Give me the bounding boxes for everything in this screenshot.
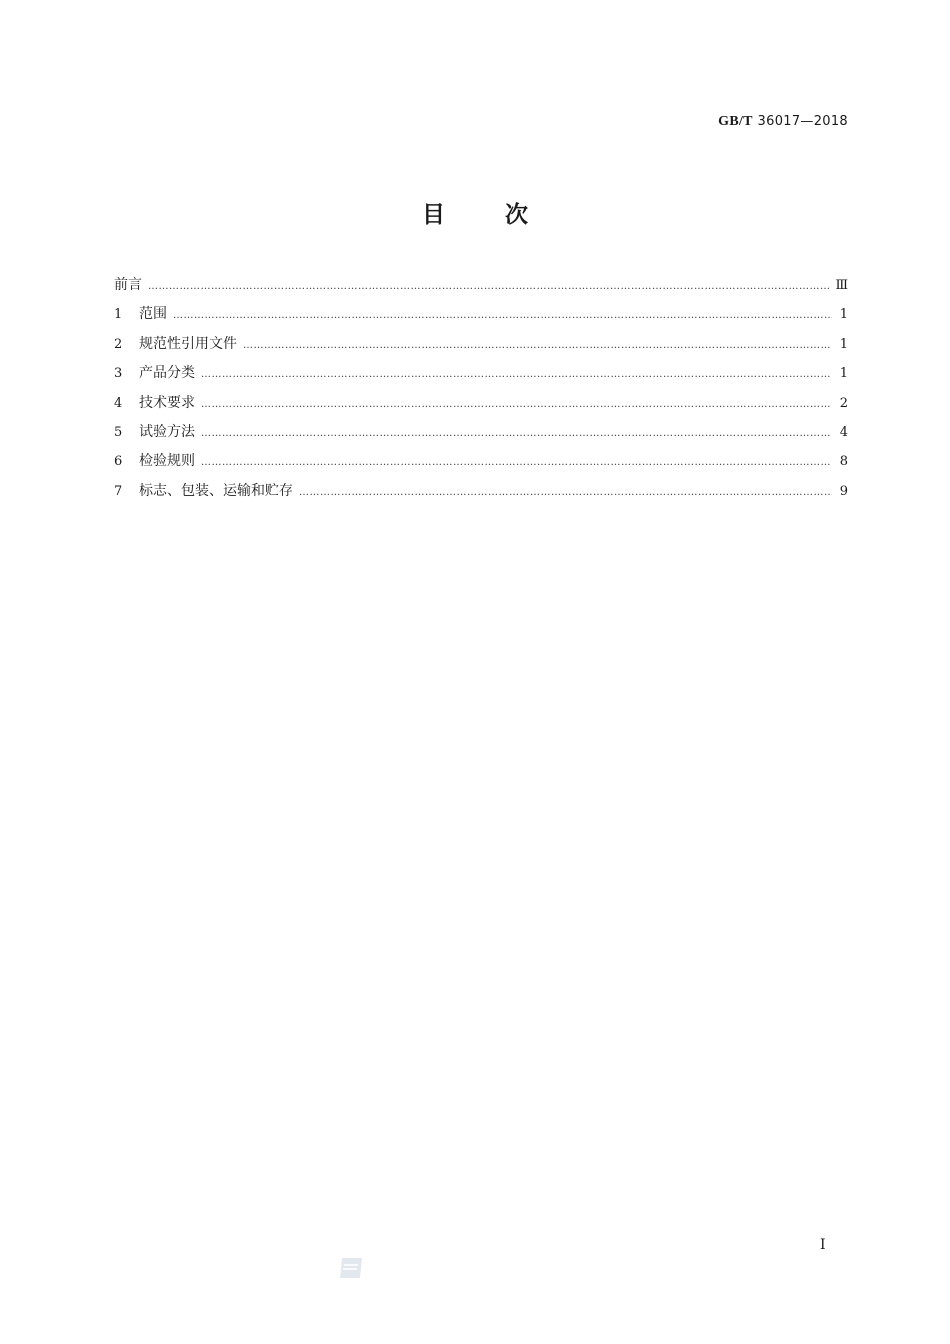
toc-label: 标志、包装、运输和贮存 [139, 482, 293, 499]
toc-section-number: 2 [114, 336, 123, 352]
standard-code-number: 36017—2018 [757, 114, 848, 129]
toc-label: 产品分类 [139, 365, 195, 382]
toc-leader-dots [173, 310, 832, 321]
toc-leader-dots [201, 399, 832, 410]
toc-page-number: 8 [839, 454, 848, 470]
toc-section-number: 5 [114, 424, 123, 440]
sac-watermark-logo-icon [338, 1256, 364, 1280]
standard-code-header [718, 113, 848, 130]
toc-label: 技术要求 [139, 394, 195, 411]
page-title [0, 196, 950, 229]
toc-section-number: 6 [114, 454, 123, 470]
toc-entry-marking-packaging[interactable] [114, 480, 848, 509]
toc-page-number: 1 [839, 336, 848, 352]
toc-page-number: 1 [839, 366, 848, 382]
toc-label: 试验方法 [139, 423, 195, 440]
toc-leader-dots [201, 369, 832, 380]
toc-section-number: 1 [114, 307, 123, 323]
toc-leader-dots [299, 487, 832, 498]
toc-label: 检验规则 [139, 453, 195, 470]
toc-leader-dots [201, 428, 832, 439]
standard-code-prefix: GB/T [718, 114, 753, 129]
toc-entry-inspection-rules[interactable] [114, 450, 848, 479]
footer-page-number: Ⅰ [820, 1237, 826, 1253]
toc-section-number: 7 [114, 483, 123, 499]
toc-leader-dots [148, 281, 829, 292]
toc-entry-requirements[interactable] [114, 392, 848, 421]
toc-entry-classification[interactable] [114, 362, 848, 391]
toc-entry-foreword[interactable] [114, 274, 848, 303]
toc-entry-scope[interactable] [114, 303, 848, 332]
toc-entry-normative-references[interactable] [114, 333, 848, 362]
toc-page-number: 9 [839, 483, 848, 499]
toc-label: 范围 [139, 306, 167, 323]
table-of-contents [114, 274, 848, 509]
title-char-2: 次 [505, 202, 528, 228]
toc-leader-dots [243, 340, 832, 351]
toc-leader-dots [201, 457, 832, 468]
toc-label: 规范性引用文件 [139, 335, 237, 352]
toc-page-number: 4 [839, 424, 848, 440]
toc-section-number: 3 [114, 366, 123, 382]
toc-page-number: 2 [839, 395, 848, 411]
toc-entry-test-methods[interactable] [114, 421, 848, 450]
toc-section-number: 4 [114, 395, 123, 411]
title-char-1: 目 [422, 202, 445, 228]
toc-page-number: 1 [839, 307, 848, 323]
toc-page-number: Ⅲ [835, 278, 848, 293]
toc-label: 前言 [114, 277, 142, 293]
